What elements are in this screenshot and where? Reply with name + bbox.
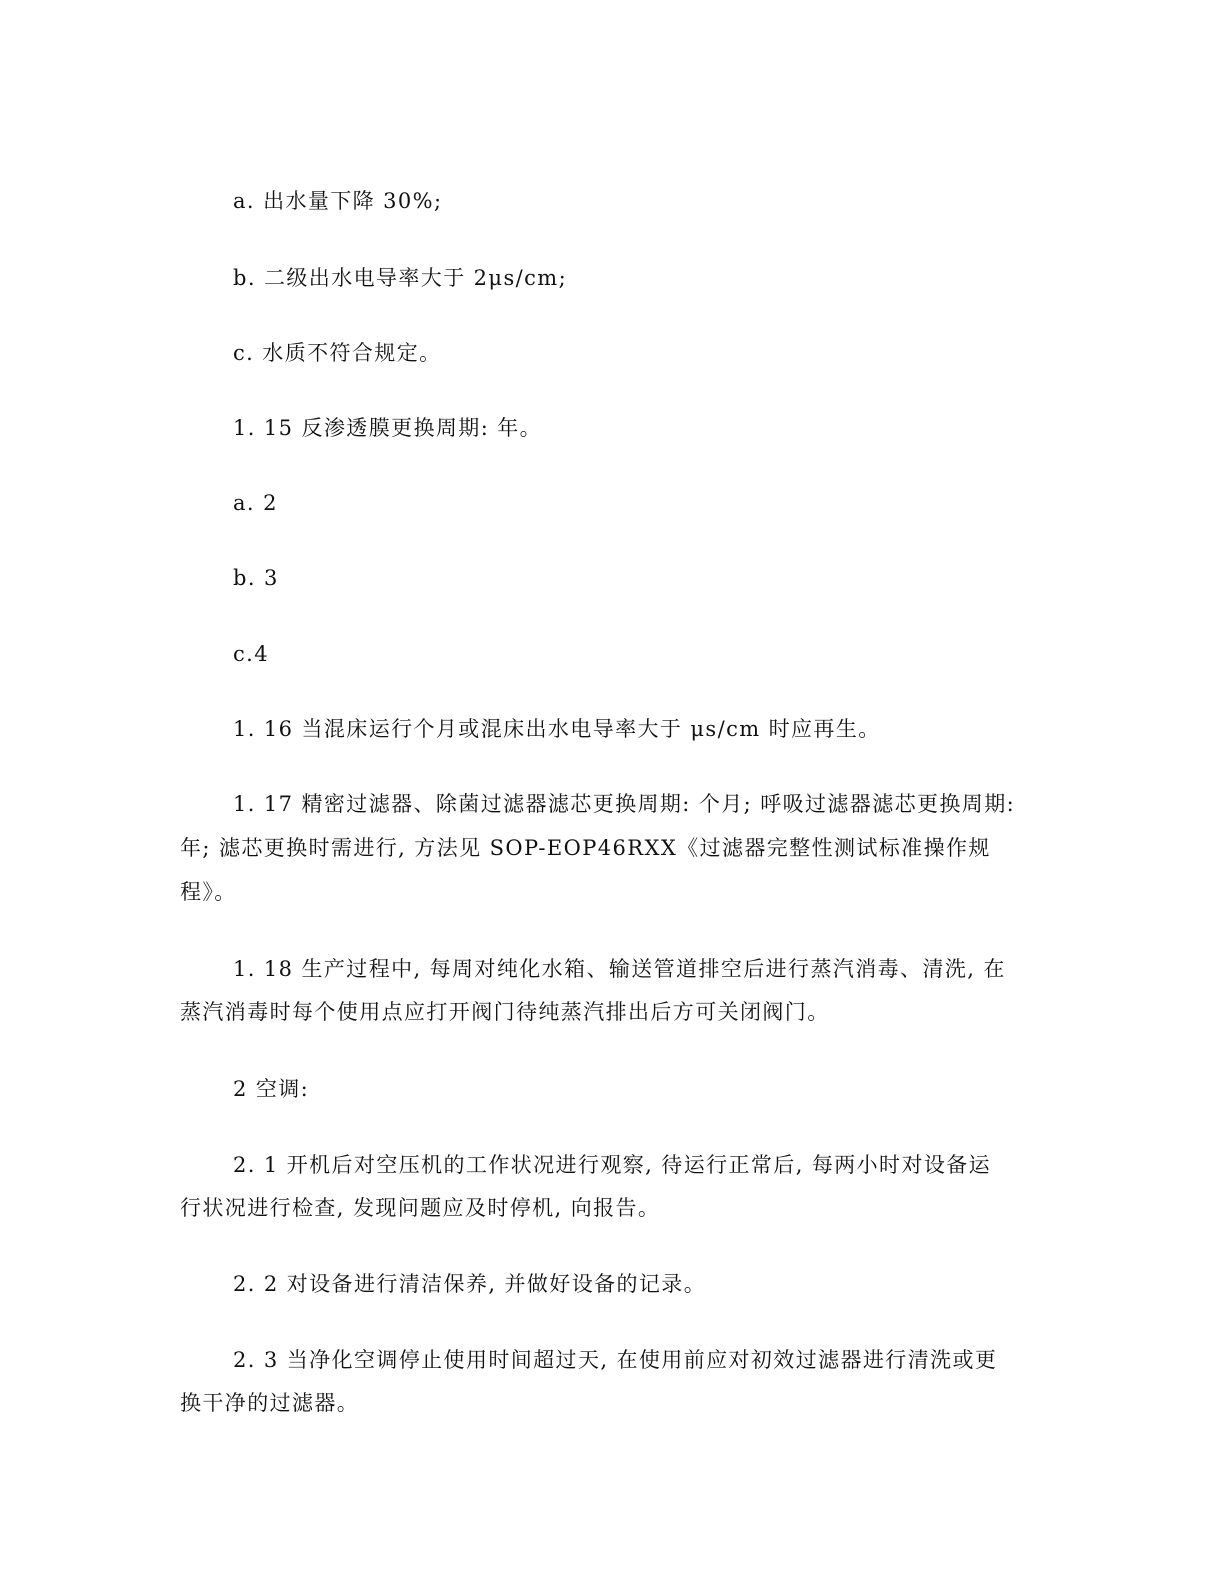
- section-2-2: 2. 2 对设备进行清洁保养, 并做好设备的记录。: [233, 1272, 707, 1296]
- section-1-18-line-1: 1. 18 生产过程中, 每周对纯化水箱、输送管道排空后进行蒸汽消毒、清洗, 在: [233, 957, 1006, 981]
- section-1-17-line-1: 1. 17 精密过滤器、除菌过滤器滤芯更换周期: 个月; 呼吸过滤器滤芯更换周期:: [233, 792, 1016, 816]
- section-1-17-line-3: 程》。: [180, 880, 237, 904]
- section-2-1-line-1: 2. 1 开机后对空压机的工作状况进行观察, 待运行正常后, 每两小时对设备运: [233, 1153, 992, 1177]
- list-item-b-conductivity: b. 二级出水电导率大于 2μs/cm;: [233, 266, 568, 290]
- section-1-15: 1. 15 反渗透膜更换周期: 年。: [233, 416, 543, 440]
- section-2-3-line-2: 换干净的过滤器。: [180, 1391, 360, 1415]
- list-item-a-water-output: a. 出水量下降 30%;: [233, 189, 443, 213]
- section-1-18-line-2: 蒸汽消毒时每个使用点应打开阀门待纯蒸汽排出后方可关闭阀门。: [180, 1000, 830, 1024]
- section-2-3-line-1: 2. 3 当净化空调停止使用时间超过天, 在使用前应对初效过滤器进行清洗或更: [233, 1348, 998, 1372]
- section-1-17-line-2: 年; 滤芯更换时需进行, 方法见 SOP-EOP46RXX《过滤器完整性测试标准操作规: [180, 836, 991, 860]
- option-b: b. 3: [233, 566, 279, 590]
- option-c: c.4: [233, 642, 269, 666]
- section-2-heading: 2 空调:: [233, 1077, 310, 1101]
- option-a: a. 2: [233, 491, 278, 515]
- section-1-16: 1. 16 当混床运行个月或混床出水电导率大于 μs/cm 时应再生。: [233, 717, 881, 741]
- list-item-c-water-quality: c. 水质不符合规定。: [233, 341, 442, 365]
- section-2-1-line-2: 行状况进行检查, 发现问题应及时停机, 向报告。: [180, 1196, 661, 1220]
